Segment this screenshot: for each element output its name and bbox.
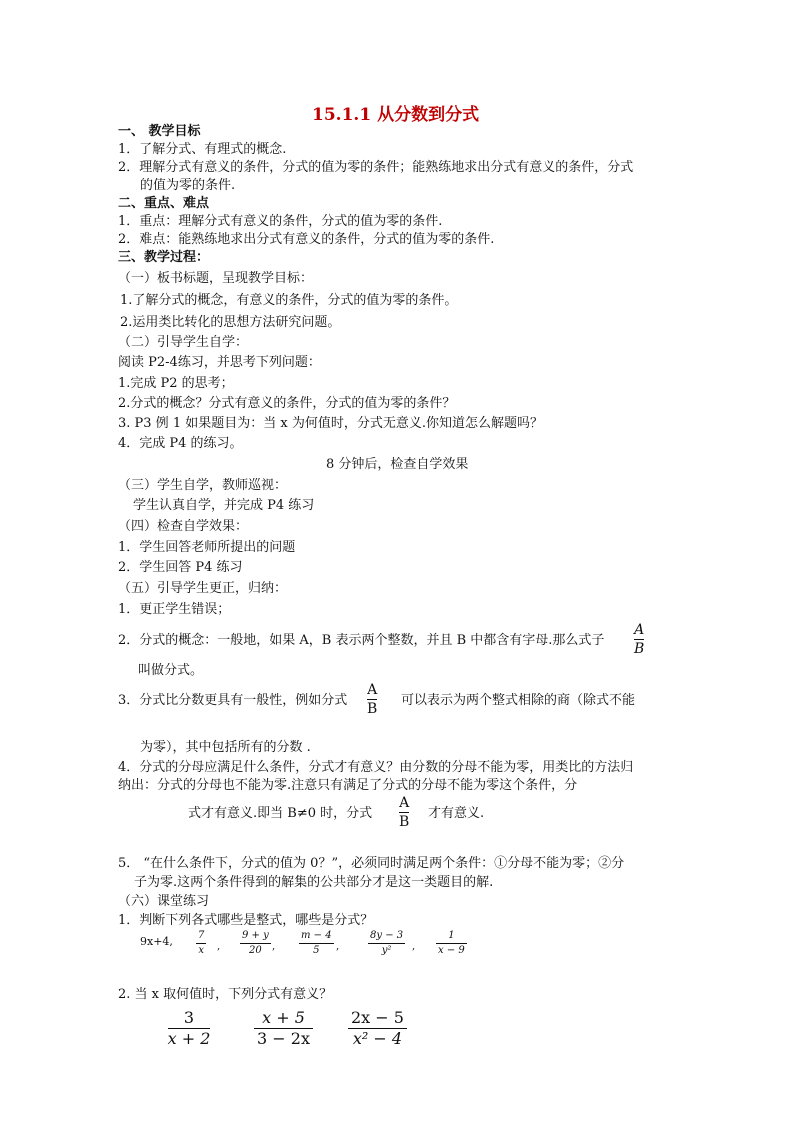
step-5-line-e2: 子为零.这两个条件得到的解集的公共部分才是这一类题目的解. <box>134 875 494 890</box>
step-3-line-a: 学生认真自学，并完成 P4 练习 <box>133 498 315 513</box>
step-5-line-d3: 式才有意义.即当 B≠0 时，分式 <box>188 806 373 821</box>
step-1-line-a: 1.了解分式的概念，有意义的条件，分式的值为零的条件。 <box>120 293 458 308</box>
step-5-line-a: 1．更正学生错误； <box>118 602 231 617</box>
step-6-heading: （六）课堂练习 <box>118 894 210 909</box>
step-5-line-c3: 为零），其中包括所有的分数 . <box>140 740 311 755</box>
step-5-line-b2: 叫做分式。 <box>138 663 204 678</box>
frac-3-over-x-plus-2: 3 x + 2 <box>167 1008 211 1048</box>
step-5-line-e1: 5． “在什么条件下，分式的值为 0？”，必须同时满足两个条件：①分母不能为零；②分 <box>118 856 625 871</box>
step-2-line-d: 3. P3 例 1 如果题目为：当 x 为何值时，分式无意义.你知道怎么解题吗？ <box>118 416 543 431</box>
step-2-heading: （二）引导学生自学： <box>118 335 249 350</box>
exercise-2-prompt: 2. 当 x 取何值时，下列分式有意义？ <box>118 987 333 1002</box>
expr-m-minus-4-over-5: m − 4 5 <box>301 930 332 956</box>
exercise-1-prompt: 1．判断下列各式哪些是整式，哪些是分式？ <box>118 913 374 928</box>
keypoint-line-2: 2．难点：能熟练地求出分式有意义的条件，分式的值为零的条件. <box>118 232 495 247</box>
fraction-a-over-b-2: A B <box>367 682 378 717</box>
step-2-line-b: 1.完成 P2 的思考； <box>118 376 234 391</box>
step-5-line-d1: 4．分式的分母应满足什么条件，分式才有意义？由分数的分母不能为零，用类比的方法归 <box>118 760 634 775</box>
step-1-heading: （一）板书标题，呈现教学目标： <box>118 271 314 286</box>
goal-line-1: 1．了解分式、有理式的概念. <box>118 142 287 157</box>
page-title: 15.1.1 从分数到分式 <box>312 105 480 125</box>
expr-7-over-x: 7 x <box>198 930 205 956</box>
step-5-line-d2: 纳出：分式的分母也不能为零.注意只有满足了分式的分母不能为零这个条件，分 <box>118 778 578 793</box>
step-5-line-c2: 可以表示为两个整式相除的商（除式不能 <box>401 693 636 708</box>
step-5-heading: （五）引导学生更正，归纳： <box>118 581 288 596</box>
goal-line-2a: 2．理解分式有意义的条件，分式的值为零的条件；能熟练地求出分式有意义的条件，分式 <box>118 160 634 175</box>
frac-x-plus-5-over-3-minus-2x: x + 5 3 − 2x <box>254 1008 313 1049</box>
section-heading-keypoints: 二、重点、难点 <box>118 196 210 211</box>
comma-1: , <box>217 941 221 952</box>
expr-9x-plus-4: 9x+4, <box>140 935 173 948</box>
expr-9-plus-y-over-20: 9 + y 20 <box>242 930 269 956</box>
comma-4: , <box>412 941 416 952</box>
expr-1-over-x-minus-9: 1 x − 9 <box>438 930 465 956</box>
step-2-line-e: 4．完成 P4 的练习。 <box>118 436 243 451</box>
fraction-a-over-b-1: A B <box>634 622 645 657</box>
fraction-a-over-b-3: A B <box>399 795 410 830</box>
step-5-line-d4: 才有意义. <box>428 806 485 821</box>
expr-8y-minus-3-over-y2: 8y − 3 y² <box>370 930 404 956</box>
step-1-line-b: 2.运用类比转化的思想方法研究问题。 <box>120 315 341 330</box>
keypoint-line-1: 1．重点：理解分式有意义的条件，分式的值为零的条件. <box>118 214 443 229</box>
step-2-line-a: 阅读 P2-4练习，并思考下列问题： <box>118 355 321 370</box>
step-5-line-b: 2．分式的概念：一般地，如果 A，B 表示两个整数，并且 B 中都含有字母.那么式子 <box>118 633 605 648</box>
comma-2: , <box>272 941 276 952</box>
frac-2x-minus-5-over-x2-minus-4: 2x − 5 x² − 4 <box>348 1008 407 1049</box>
step-2-line-c: 2.分式的概念？分式有意义的条件，分式的值为零的条件？ <box>118 396 456 411</box>
step-4-heading: （四）检查自学效果： <box>118 519 249 534</box>
step-5-line-c: 3．分式比分数更具有一般性，例如分式 <box>118 693 348 708</box>
step-4-line-b: 2．学生回答 P4 练习 <box>118 560 243 575</box>
step-4-line-a: 1．学生回答老师所提出的问题 <box>118 540 296 555</box>
comma-3: , <box>336 941 340 952</box>
step-3-heading: （三）学生自学，教师巡视： <box>118 478 288 493</box>
section-heading-process: 三、教学过程： <box>118 250 210 265</box>
centered-note: 8 分钟后，检查自学效果 <box>326 457 469 472</box>
section-heading-goals: 一、 教学目标 <box>118 124 201 139</box>
goal-line-2b: 的值为零的条件. <box>140 178 236 193</box>
